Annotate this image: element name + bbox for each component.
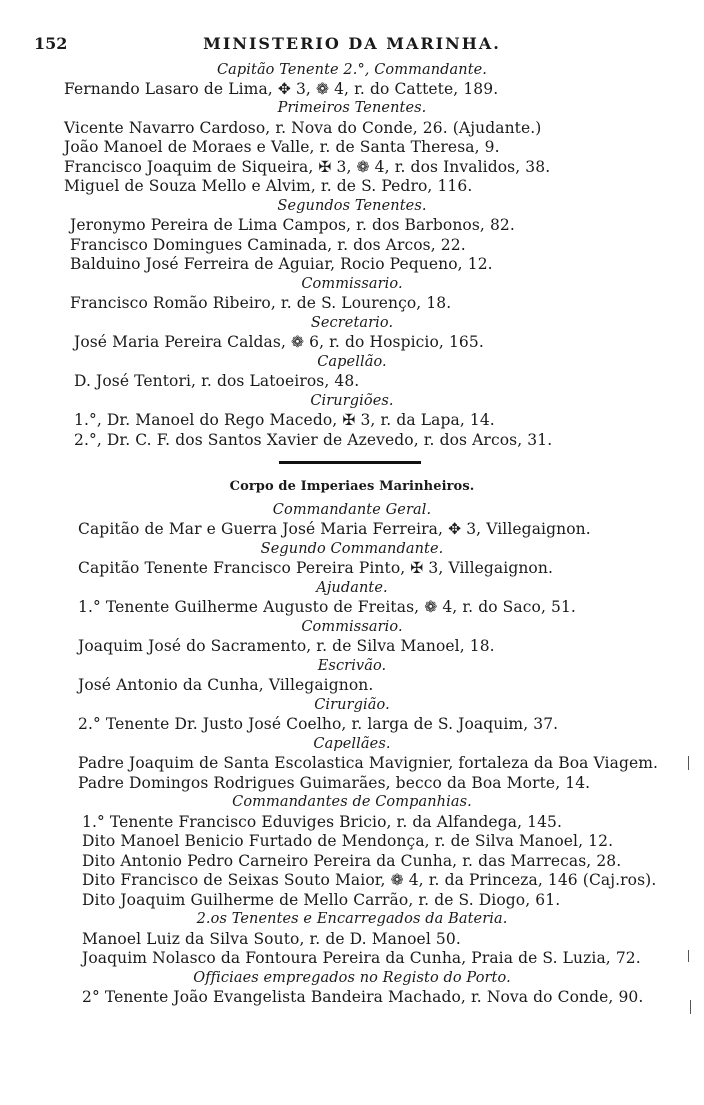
section-heading: Commandantes de Companhias. [232, 794, 472, 810]
entry-line: José Antonio da Cunha, Villegaignon. [78, 676, 374, 694]
entry-line: Dito Francisco de Seixas Souto Maior, ❁ 4, r. da Princeza, 146 (Caj.ros). [82, 871, 657, 889]
entry-line: Dito Manoel Benicio Furtado de Mendonça, r. de Silva Manoel, 12. [82, 832, 614, 850]
section-heading: Secretario. [310, 315, 394, 331]
entry-line: 1.°, Dr. Manoel do Rego Macedo, ✠ 3, r. da Lapa, 14. [74, 411, 495, 429]
page-number: 152 [34, 34, 68, 53]
entry-line: Vicente Navarro Cardoso, r. Nova do Conde, 26. (Ajudante.) [64, 119, 542, 137]
entry-line: Miguel de Souza Mello e Alvim, r. de S. Pedro, 116. [64, 177, 473, 195]
entry-line: 2.°, Dr. C. F. dos Santos Xavier de Azevedo, r. dos Arcos, 31. [74, 431, 553, 449]
section-rule [279, 461, 421, 464]
running-head: MINISTERIO DA MARINHA. [203, 34, 501, 53]
section-heading: 2.os Tenentes e Encarregados da Bateria. [196, 911, 508, 927]
entry-line: Padre Joaquim de Santa Escolastica Mavignier, fortaleza da Boa Viagem. [78, 754, 659, 772]
entry-line: Manoel Luiz da Silva Souto, r. de D. Manoel 50. [82, 930, 461, 948]
entry-line: Capitão Tenente Francisco Pereira Pinto, ✠ 3, Villegaignon. [78, 559, 553, 577]
entry-line: Capitão de Mar e Guerra José Maria Ferreira, ✥ 3, Villegaignon. [78, 520, 591, 538]
section-heading: Segundo Commandante. [260, 541, 444, 557]
entry-line: João Manoel de Moraes e Valle, r. de Santa Theresa, 9. [64, 138, 500, 156]
entry-line: 2° Tenente João Evangelista Bandeira Machado, r. Nova do Conde, 90. [82, 988, 644, 1006]
entry-line: Jeronymo Pereira de Lima Campos, r. dos Barbonos, 82. [70, 216, 515, 234]
section-heading: Commissario. [301, 276, 403, 292]
entry-line: Balduino José Ferreira de Aguiar, Rocio Pequeno, 12. [70, 255, 493, 273]
margin-mark [688, 756, 689, 770]
section-heading: Ajudante. [316, 580, 388, 596]
section-heading: Capellão. [317, 354, 387, 370]
entry-line: Dito Antonio Pedro Carneiro Pereira da Cunha, r. das Marrecas, 28. [82, 852, 622, 870]
margin-mark [690, 1000, 691, 1014]
entry-line: Padre Domingos Rodrigues Guimarães, becco da Boa Morte, 14. [78, 774, 591, 792]
section-heading: Commandante Geral. [272, 502, 432, 518]
entry-line: José Maria Pereira Caldas, ❁ 6, r. do Hospicio, 165. [74, 333, 484, 351]
section-heading: Corpo de Imperiaes Marinheiros. [229, 479, 475, 494]
entry-line: Francisco Romão Ribeiro, r. de S. Lourenço, 18. [70, 294, 452, 312]
entry-line: 2.° Tenente Dr. Justo José Coelho, r. larga de S. Joaquim, 37. [78, 715, 559, 733]
section-heading: Cirurgião. [314, 697, 390, 713]
entry-line: Francisco Joaquim de Siqueira, ✠ 3, ❁ 4, r. dos Invalidos, 38. [64, 158, 551, 176]
section-heading: Primeiros Tenentes. [277, 100, 427, 116]
entry-line: Joaquim José do Sacramento, r. de Silva Manoel, 18. [78, 637, 495, 655]
section-heading: Capitão Tenente 2.°, Commandante. [216, 62, 488, 78]
entry-line: Fernando Lasaro de Lima, ✥ 3, ❁ 4, r. do Cattete, 189. [64, 80, 499, 98]
entry-line: Joaquim Nolasco da Fontoura Pereira da Cunha, Praia de S. Luzia, 72. [82, 949, 641, 967]
section-heading: Commissario. [301, 619, 403, 635]
section-heading: Officiaes empregados no Registo do Porto. [193, 970, 511, 986]
section-heading: Capellães. [313, 736, 391, 752]
section-heading: Escrivão. [317, 658, 387, 674]
section-heading: Cirurgiões. [310, 393, 394, 409]
entry-line: Francisco Domingues Caminada, r. dos Arcos, 22. [70, 236, 466, 254]
entry-line: Dito Joaquim Guilherme de Mello Carrão, r. de S. Diogo, 61. [82, 891, 561, 909]
entry-line: 1.° Tenente Guilherme Augusto de Freitas, ❁ 4, r. do Saco, 51. [78, 598, 576, 616]
entry-line: 1.° Tenente Francisco Eduviges Bricio, r. da Alfandega, 145. [82, 813, 563, 831]
section-heading: Segundos Tenentes. [277, 198, 427, 214]
margin-mark [688, 950, 689, 962]
entry-line: D. José Tentori, r. dos Latoeiros, 48. [74, 372, 360, 390]
